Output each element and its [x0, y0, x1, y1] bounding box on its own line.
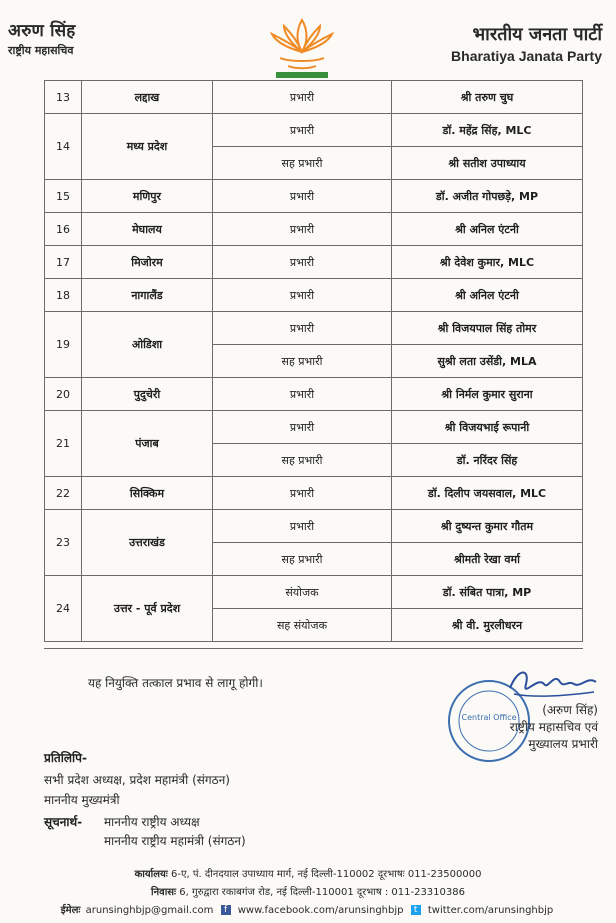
serial-number-cell: 18 — [45, 279, 82, 312]
state-cell: उत्तर - पूर्व प्रदेश — [82, 576, 213, 642]
table-row — [45, 114, 583, 147]
role-cell: सह प्रभारी — [213, 345, 392, 378]
role-cell: प्रभारी — [213, 510, 392, 543]
signatory-title: राष्ट्रीय महासचिव एवं — [509, 720, 598, 734]
state-cell: मध्य प्रदेश — [82, 114, 213, 180]
state-cell: पुदुचेरी — [82, 378, 213, 411]
role-cell: प्रभारी — [213, 477, 392, 510]
role-cell: सह संयोजक — [213, 609, 392, 642]
facebook-icon: f — [221, 905, 231, 915]
table-row — [45, 378, 583, 411]
serial-number-cell: 17 — [45, 246, 82, 279]
serial-number-cell: 15 — [45, 180, 82, 213]
person-name-cell: श्री देवेश कुमार, MLC — [392, 246, 583, 279]
state-cell: उत्तराखंड — [82, 510, 213, 576]
table-row — [45, 312, 583, 345]
person-name-cell: डॉ. महेंद्र सिंह, MLC — [392, 114, 583, 147]
twitter-link[interactable]: twitter.com/arunsinghbjp — [427, 905, 554, 916]
state-cell: नागालैंड — [82, 279, 213, 312]
letterhead-left — [8, 18, 76, 58]
office-address: 6-ए, पं. दीनदयाल उपाध्याय मार्ग, नई दिल्ली-110002 दूरभाषः 011-23500000 — [171, 869, 482, 880]
serial-number-cell: 22 — [45, 477, 82, 510]
state-cell: पंजाब — [82, 411, 213, 477]
person-name-cell: श्री वी. मुरलीधरन — [392, 609, 583, 642]
party-name-hindi: भारतीय जनता पार्टी — [472, 24, 602, 45]
person-name-cell: सुश्री लता उसेंडी, MLA — [392, 345, 583, 378]
footer-office — [0, 866, 616, 880]
state-cell: मिजोरम — [82, 246, 213, 279]
state-cell: मणिपुर — [82, 180, 213, 213]
person-name-cell: श्री तरुण चुघ — [392, 81, 583, 114]
office-label: कार्यालयः — [134, 869, 168, 880]
signatory-block — [510, 702, 598, 753]
email-link[interactable]: arunsinghbjp@gmail.com — [85, 905, 214, 916]
handwritten-signature — [504, 662, 604, 706]
role-cell: प्रभारी — [213, 312, 392, 345]
person-name-cell: श्री निर्मल कुमार सुराना — [392, 378, 583, 411]
serial-number-cell: 23 — [45, 510, 82, 576]
twitter-icon: t — [411, 905, 421, 915]
stamp-text: Central Office — [461, 713, 517, 722]
person-name-cell: डॉ. अजीत गोपछड़े, MP — [392, 180, 583, 213]
signatory-charge: मुख्यालय प्रभारी — [528, 737, 598, 751]
allocation-table — [44, 80, 583, 642]
person-name-cell: डॉ. संबित पात्रा, MP — [392, 576, 583, 609]
state-cell: मेघालय — [82, 213, 213, 246]
table-bottom-rule — [44, 648, 583, 649]
role-cell: प्रभारी — [213, 114, 392, 147]
table-row — [45, 81, 583, 114]
role-cell: सह प्रभारी — [213, 444, 392, 477]
effective-note: यह नियुक्ति तत्काल प्रभाव से लागू होगी। — [88, 676, 263, 690]
lotus-logo-icon — [262, 12, 342, 82]
person-name-cell: श्रीमती रेखा वर्मा — [392, 543, 583, 576]
table-row — [45, 510, 583, 543]
table-row — [45, 213, 583, 246]
table-row — [45, 411, 583, 444]
copy-to-heading: प्रतिलिपि- — [44, 751, 87, 765]
serial-number-cell: 21 — [45, 411, 82, 477]
email-label: ईमेलः — [60, 905, 81, 916]
copy-to-line: सभी प्रदेश अध्यक्ष, प्रदेश महामंत्री (संगठन) — [44, 773, 230, 787]
role-cell: संयोजक — [213, 576, 392, 609]
party-name-english: Bharatiya Janata Party — [451, 48, 602, 64]
letterhead-right — [451, 22, 602, 64]
person-name-cell: श्री सतीश उपाध्याय — [392, 147, 583, 180]
residence-address: 6, गुरुद्वारा रकाबगंज रोड, नई दिल्ली-110001 दूरभाष : 011-23310386 — [179, 887, 465, 898]
state-cell: ओडिशा — [82, 312, 213, 378]
role-cell: प्रभारी — [213, 378, 392, 411]
table-row — [45, 576, 583, 609]
serial-number-cell: 14 — [45, 114, 82, 180]
state-cell: सिक्किम — [82, 477, 213, 510]
person-name-cell: श्री विजयभाई रूपानी — [392, 411, 583, 444]
table-row — [45, 279, 583, 312]
role-cell: प्रभारी — [213, 81, 392, 114]
role-cell: सह प्रभारी — [213, 543, 392, 576]
role-cell: प्रभारी — [213, 213, 392, 246]
person-name-cell: डॉ. दिलीप जयसवाल, MLC — [392, 477, 583, 510]
footer-contact — [0, 902, 616, 916]
person-name-cell: डॉ. नरिंदर सिंह — [392, 444, 583, 477]
person-name-cell: श्री विजयपाल सिंह तोमर — [392, 312, 583, 345]
info-line: माननीय राष्ट्रीय महामंत्री (संगठन) — [104, 834, 246, 848]
sender-designation: राष्ट्रीय महासचिव — [8, 44, 74, 57]
table-row — [45, 180, 583, 213]
signatory-name: (अरुण सिंह) — [542, 703, 598, 717]
state-cell: लद्दाख — [82, 81, 213, 114]
sender-name: अरुण सिंह — [8, 21, 76, 41]
serial-number-cell: 20 — [45, 378, 82, 411]
residence-label: निवासः — [151, 887, 177, 898]
info-line: माननीय राष्ट्रीय अध्यक्ष — [104, 815, 200, 829]
table-row — [45, 477, 583, 510]
role-cell: प्रभारी — [213, 180, 392, 213]
role-cell: प्रभारी — [213, 279, 392, 312]
serial-number-cell: 13 — [45, 81, 82, 114]
role-cell: सह प्रभारी — [213, 147, 392, 180]
person-name-cell: श्री अनिल एंटनी — [392, 279, 583, 312]
person-name-cell: श्री अनिल एंटनी — [392, 213, 583, 246]
facebook-link[interactable]: www.facebook.com/arunsinghbjp — [237, 905, 404, 916]
copy-to-line: माननीय मुख्यमंत्री — [44, 793, 120, 807]
serial-number-cell: 24 — [45, 576, 82, 642]
table-row — [45, 246, 583, 279]
serial-number-cell: 16 — [45, 213, 82, 246]
serial-number-cell: 19 — [45, 312, 82, 378]
footer-residence — [0, 884, 616, 898]
role-cell: प्रभारी — [213, 411, 392, 444]
info-heading: सूचनार्थ- — [44, 815, 83, 829]
role-cell: प्रभारी — [213, 246, 392, 279]
person-name-cell: श्री दुष्यन्त कुमार गौतम — [392, 510, 583, 543]
